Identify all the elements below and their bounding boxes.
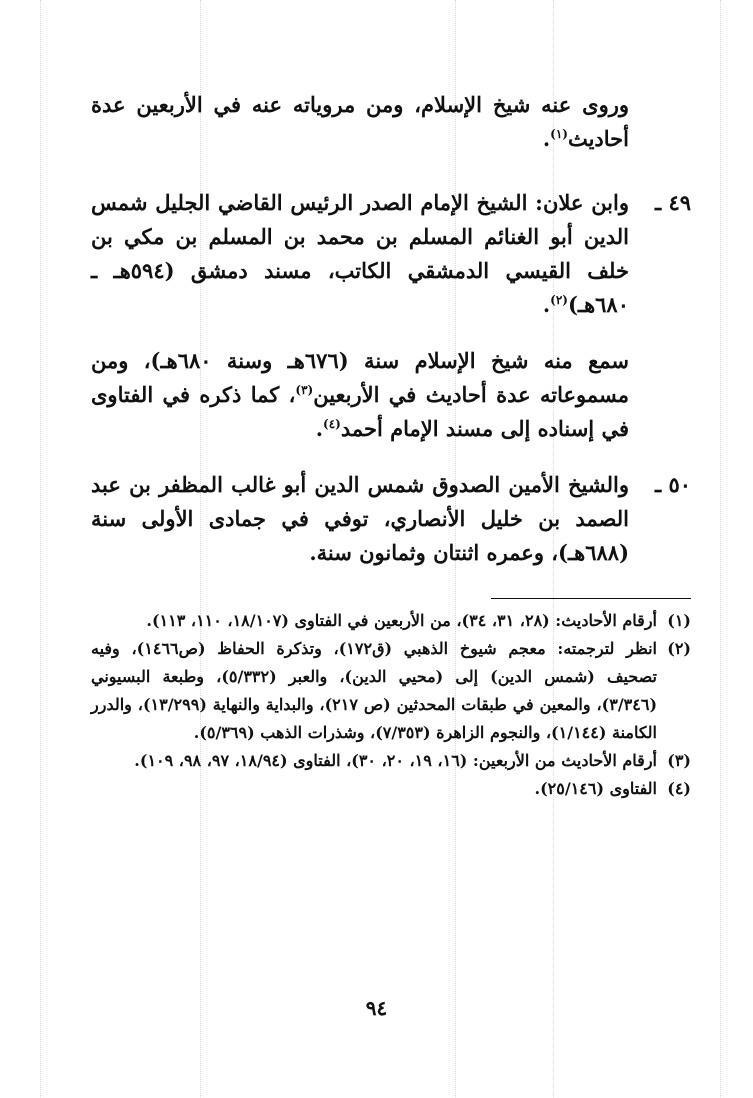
entry-49 [91,186,691,322]
footnote-text: أرقام الأحاديث من الأربعين: (١٦، ١٩، ٢٠، ٣٠)، الفتاوى (١٨/٩٤، ٩٧، ٩٨، ١٠٩). [134,751,657,770]
footnotes [91,607,691,803]
footnote-text: الفتاوى (٢٥/١٤٦). [534,779,657,798]
footnote-ref: (٣) [295,383,314,397]
footnote-number: (٤) [667,779,691,798]
footnote-text: أرقام الأحاديث: (٢٨، ٣١، ٣٤)، من الأربعين في الفتاوى (١٨/١٠٧، ١١٠، ١١٣). [146,611,657,630]
entry-number: ٥٠ ـ [654,472,691,497]
footnote-2 [91,635,691,747]
entry-number: ٤٩ ـ [654,190,691,215]
scan-line [720,0,721,1098]
footnote-number: (٢) [667,639,691,658]
paragraph-narration: وروى عنه شيخ الإسلام، ومن مروياته عنه في الأربعين عدة أحاديث$^{(١)}$. [91,92,629,151]
footnote-text: انظر لترجمته: معجم شيوخ الذهبي (ق١٧٢)، وتذكرة الحفاظ (ص١٤٦٦)، وفيه تصحيف (شمس الدين) إلى (محيي الدين)، والعبر (٥/٣٣٢)، وطبعة البسيوني (٣/٣٤٦)، والمعين في طبقات المحدثين (ص ٢١٧)، والبداية والنهاية (١٣/٢٩٩)، والدرر الكامنة (١/١٤٤)، والنجوم الزاهرة (٧/٣٥٣)، وشذرات الذهب (٥/٣٦٩). [91,639,658,742]
footnote-1 [91,607,691,635]
entry-50 [91,468,691,570]
footnote-ref: (١) [550,127,568,141]
entry-text: وابن علان: الشيخ الإمام الصدر الرئيس القاضي الجليل شمس الدين أبو الغنائم المسلم بن محمد بن المسلم بن مكي بن خلف القيسي الدمشقي الكاتب، مسند دمشق (٥٩٤هـ ـ ٦٨٠هـ)$^{(٢)}$. [91,190,629,317]
entry-text: والشيخ الأمين الصدوق شمس الدين أبو غالب المظفر بن عبد الصمد بن خليل الأنصاري، توفي في جمادى الأولى سنة (٦٨٨هـ)، وعمره اثنتان وثمانون سنة. [91,472,629,565]
footnote-3 [91,747,691,775]
footnote-4 [91,775,691,803]
footnote-ref: (٢) [550,293,568,307]
footnote-divider [491,598,691,599]
scan-line [40,0,41,1098]
page-number: ٩٤ [365,996,388,1020]
footnote-ref: (٤) [323,417,341,431]
paragraph-hearing: سمع منه شيخ الإسلام سنة (٦٧٦هـ وسنة ٦٨٠هـ)، ومن مسموعاته عدة أحاديث في الأربعين$^{(٣)}$، كما ذكره في الفتاوى في إسناده إلى مسند الإمام أحمد$^{(٤)}$. [91,348,629,441]
footnote-number: (١) [667,611,691,630]
footnote-number: (٣) [667,751,691,770]
main-text [91,88,691,803]
